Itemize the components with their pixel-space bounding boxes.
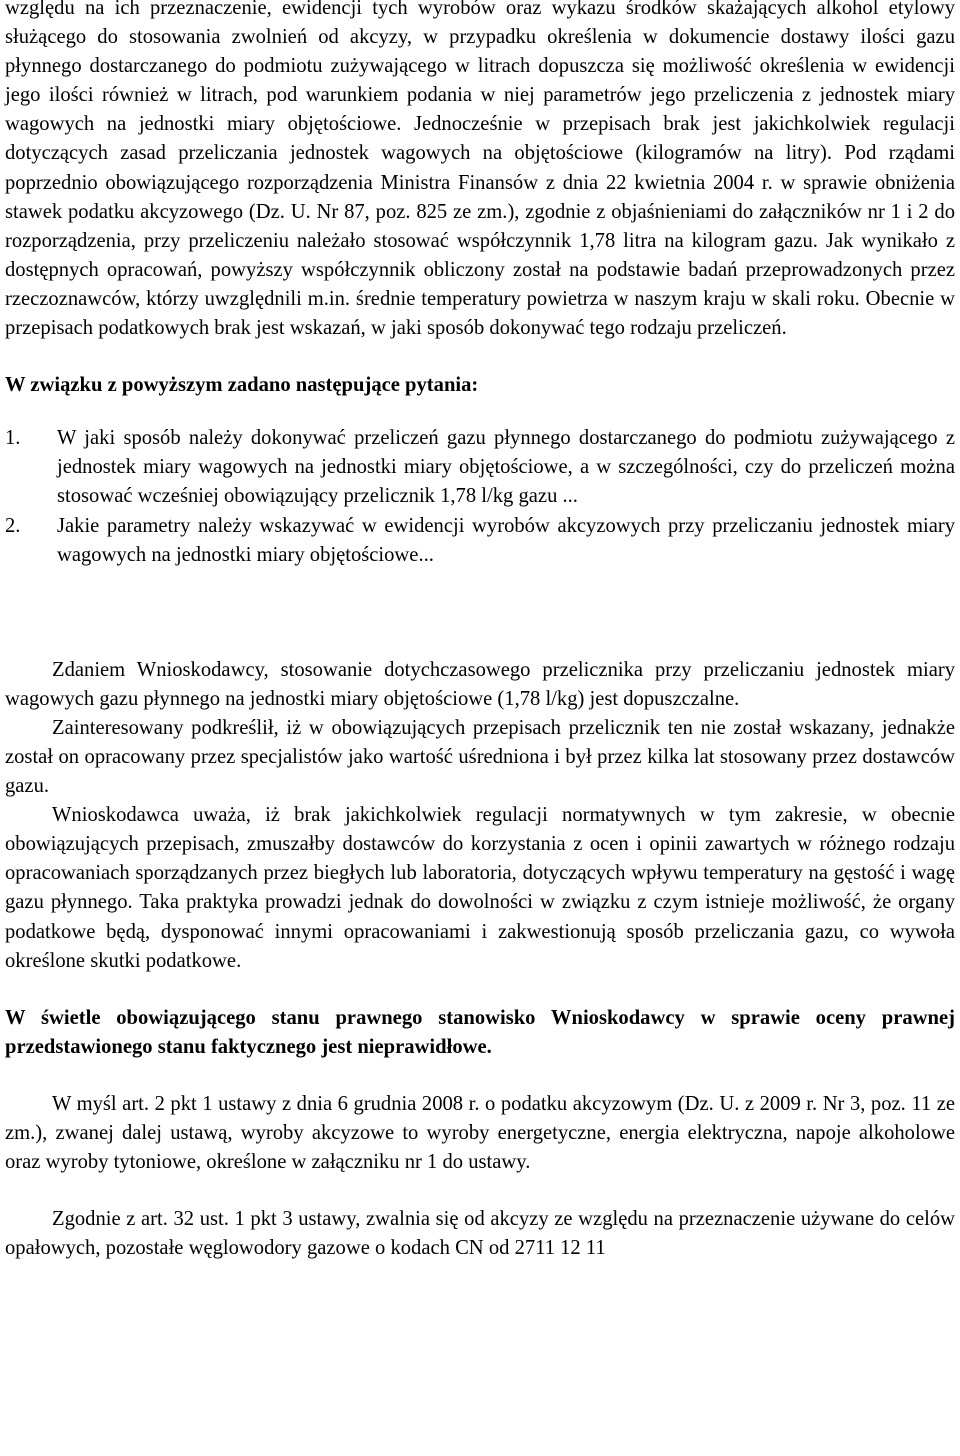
question-text: Jakie parametry należy wskazywać w ewidencji wyrobów akcyzowych przy przeliczaniu jednostek miary wagowych na jednostki miary objętościowe... [57,514,955,566]
spacer [5,1062,955,1090]
question-text: W jaki sposób należy dokonywać przeliczeń gazu płynnego dostarczanego do podmiotu zużywającego z jednostek miary wagowych na jednostki miary objętościowe, a w szczególności, czy do przeliczeń można stosować wcześniej obowiązujący przelicznik 1,78 l/kg gazu ... [57,427,955,508]
spacer [5,976,955,1004]
applicant-position-paragraph: Zdaniem Wnioskodawcy, stosowanie dotychczasowego przelicznika przy przeliczaniu jednostek miary wagowych gazu płynnego na jednostki miary objętościowe (1,78 l/kg) jest dopuszczalne. [5,658,955,710]
verdict-paragraph: W świetle obowiązującego stanu prawnego stanowisko Wnioskodawcy w sprawie oceny prawnej przedstawionego stanu faktycznego jest nieprawidłowe. [5,1006,955,1058]
document-page [5,0,955,1263]
applicant-position-paragraph: Zainteresowany podkreślił, iż w obowiązujących przepisach przelicznik ten nie został wskazany, jednakże został on opracowany przez specjalistów jako wartość uśredniona i był przez kilka lat stosowany przez dostawców gazu. [5,716,955,798]
intro-paragraph: względu na ich przeznaczenie, ewidencji tych wyrobów oraz wykazu środków skażających alkohol etylowy służącego do stosowania zwolnień od akcyzy, w przypadku określenia w dokumencie dostawy ilości gazu płynnego dostarczanego do podmiotu zużywającego w litrach dopuszcza się możliwość określenia w ewidencji jego ilości również w litrach, pod warunkiem podania w niej parametrów jego przeliczenia z jednostek miary wagowych na jednostki miary objętościowe. Jednocześnie w przepisach brak jest jakichkolwiek regulacji dotyczących zasad przeliczania jednostek wagowych na objętościowe (kilogramów na litry). Pod rządami poprzednio obowiązującego rozporządzenia Ministra Finansów z dnia 22 kwietnia 2004 r. w sprawie obniżenia stawek podatku akcyzowego (Dz. U. Nr 87, poz. 825 ze zm.), zgodnie z objaśnieniami do załączników nr 1 i 2 do rozporządzenia, przy przeliczeniu należało stosować współczynnik 1,78 litra na kilogram gazu. Jak wynikało z dostępnych opracowań, powyższy współczynnik obliczony został na podstawie badań przeprowadzonych przez rzeczoznawców, którzy uwzględnili m.in. średnie temperatury powietrza w naszym kraju w skali roku. Obecnie w przepisach podatkowych brak jest wskazań, w jaki sposób dokonywać tego rodzaju przeliczeń. [5,0,955,340]
question-item [5,424,955,511]
question-number: 2. [5,514,21,537]
spacer [5,343,955,371]
reasoning-paragraph: W myśl art. 2 pkt 1 ustawy z dnia 6 grudnia 2008 r. o podatku akcyzowym (Dz. U. z 2009 r. Nr 3, poz. 11 ze zm.), zwanej dalej ustawą, wyroby akcyzowe to wyroby energetyczne, energia elektryczna, napoje alkoholowe oraz wyroby tytoniowe, określone w załączniku nr 1 do ustawy. [5,1092,955,1174]
spacer [5,400,955,424]
applicant-position-paragraph: Wnioskodawca uważa, iż brak jakichkolwiek regulacji normatywnych w tym zakresie, w obecnie obowiązujących przepisach, zmuszałby dostawców do korzystania z ocen i opinii zawartych w różnego rodzaju opracowaniach sporządzanych przez biegłych lub laboratoria, dotyczących wpływu temperatury na gęstość i wagę gazu płynnego. Taka praktyka prowadzi jednak do dowolności w związku z czym istnieje możliwość, że organy podatkowe będą, dysponować innymi opracowaniami i zakwestionują sposób przeliczania gazu, co wywoła określone skutki podatkowe. [5,804,955,972]
spacer [5,570,955,656]
question-item [5,512,955,570]
reasoning-paragraph: Zgodnie z art. 32 ust. 1 pkt 3 ustawy, zwalnia się od akcyzy ze względu na przeznaczenie używane do celów opałowych, pozostałe węglowodory gazowe o kodach CN od 2711 12 11 [5,1208,955,1260]
questions-heading: W związku z powyższym zadano następujące pytania: [5,374,479,397]
spacer [5,1177,955,1205]
questions-list [5,424,955,569]
question-number: 1. [5,427,21,450]
